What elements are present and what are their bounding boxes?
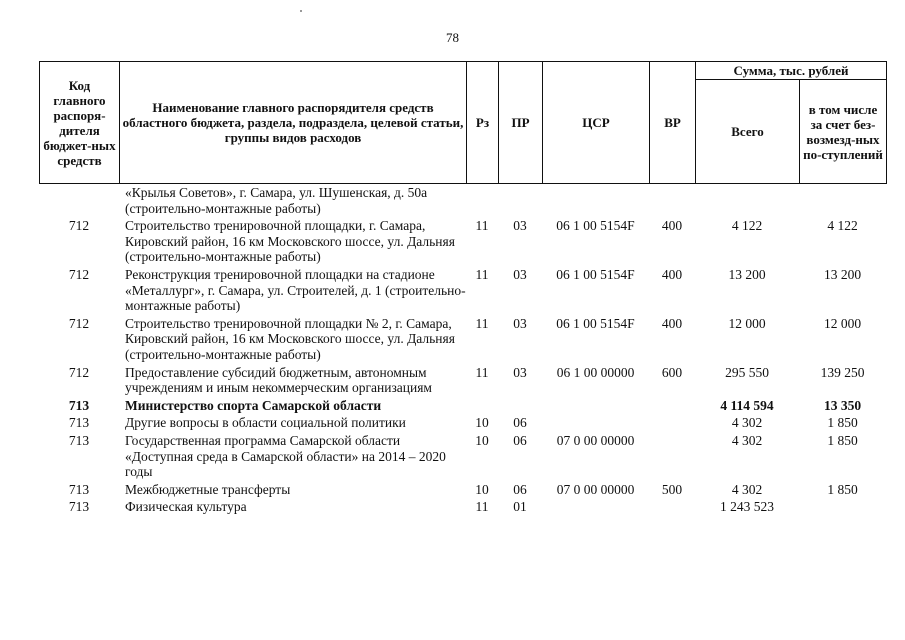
row-incl	[799, 185, 886, 216]
row-csr	[542, 398, 649, 414]
table-row	[39, 185, 886, 216]
table-row	[39, 218, 886, 265]
row-pr: 01	[513, 499, 527, 515]
row-total: 4 114 594	[720, 397, 774, 413]
row-rz: 11	[475, 218, 489, 234]
row-total: 4 122	[731, 218, 763, 234]
row-csr: 07 0 00 00000	[556, 432, 635, 448]
table-body	[39, 185, 886, 517]
row-pr: 03	[513, 266, 527, 282]
header-vr: ВР	[650, 62, 696, 184]
header-sum: Сумма, тыс. рублей	[696, 62, 887, 80]
header-total: Всего	[696, 80, 800, 184]
row-code: 712	[68, 218, 90, 234]
row-code: 713	[68, 415, 90, 431]
row-rz: 10	[475, 415, 489, 431]
row-rz: 11	[475, 364, 489, 380]
row-pr	[498, 398, 542, 414]
row-pr: 03	[513, 218, 527, 234]
header-code: Код главного распоря-дителя бюджет-ных средств	[40, 62, 120, 184]
page-number: 78	[446, 30, 459, 45]
row-pr: 06	[513, 432, 527, 448]
row-name: Строительство тренировочной площадки № 2, г. Самара, Кировский район, 16 км Московского шоссе, ул. Дальняя (строительно-монтажные работы)	[125, 315, 455, 362]
row-csr	[542, 415, 649, 431]
row-rz	[466, 185, 498, 216]
row-total: 4 302	[731, 432, 763, 448]
row-total: 295 550	[725, 364, 769, 380]
row-code: 712	[68, 266, 90, 282]
row-total: 4 302	[731, 481, 763, 497]
row-vr	[649, 398, 695, 414]
row-total: 1 243 523	[720, 499, 774, 515]
row-vr: 600	[661, 364, 683, 380]
row-name: Физическая культура	[125, 499, 247, 515]
row-pr: 06	[513, 415, 527, 431]
scan-speck	[300, 10, 302, 12]
row-code: 713	[68, 397, 90, 413]
row-csr: 06 1 00 5154F	[556, 266, 635, 282]
row-vr: 400	[661, 218, 683, 234]
row-name: Государственная программа Самарской области «Доступная среда в Самарской области» на 2014 – 2020 годы	[125, 432, 446, 480]
row-name: Министерство спорта Самарской области	[125, 397, 382, 413]
row-code: 713	[68, 481, 90, 497]
row-code: 713	[68, 499, 90, 515]
row-csr	[542, 499, 649, 515]
row-pr	[498, 185, 542, 216]
row-name: Межбюджетные трансферты	[125, 481, 291, 497]
row-total	[695, 185, 799, 216]
row-vr	[649, 415, 695, 431]
row-incl: 1 850	[827, 415, 858, 431]
table-row	[39, 398, 886, 414]
header-csr: ЦСР	[543, 62, 650, 184]
row-rz: 11	[475, 499, 489, 515]
row-name: Строительство тренировочной площадки, г. Самара, Кировский район, 16 км Московского шоссе, ул. Дальняя (строительно-монтажные работы)	[125, 218, 455, 265]
table-row	[39, 415, 886, 431]
row-rz: 11	[475, 315, 489, 331]
row-code	[39, 185, 119, 216]
row-total: 12 000	[728, 315, 766, 331]
row-csr: 06 1 00 00000	[556, 364, 635, 380]
header-pr: ПР	[499, 62, 543, 184]
header-name: Наименование главного распорядителя средств областного бюджета, раздела, подраздела, целевой статьи, группы видов расходов	[120, 62, 467, 184]
row-incl: 1 850	[827, 481, 858, 497]
row-incl: 13 350	[823, 397, 862, 413]
header-rz: Рз	[467, 62, 499, 184]
row-incl	[799, 499, 886, 515]
row-vr: 500	[661, 481, 683, 497]
row-incl: 4 122	[827, 218, 858, 234]
row-total: 13 200	[728, 266, 766, 282]
row-pr: 03	[513, 364, 527, 380]
row-code: 713	[68, 432, 90, 448]
row-vr	[649, 499, 695, 515]
row-name: Другие вопросы в области социальной политики	[125, 415, 406, 431]
table-row	[39, 365, 886, 396]
row-name: «Крылья Советов», г. Самара, ул. Шушенская, д. 50а (строительно-монтажные работы)	[125, 185, 428, 216]
row-total: 4 302	[731, 415, 763, 431]
row-code: 712	[68, 315, 90, 331]
table-row	[39, 433, 886, 480]
row-rz: 11	[475, 266, 489, 282]
row-vr: 400	[661, 266, 683, 282]
table-row	[39, 482, 886, 498]
table-header	[39, 61, 887, 184]
header-incl: в том числе за счет без-возмезд-ных по-ступлений	[800, 80, 887, 184]
row-rz	[466, 398, 498, 414]
row-vr	[649, 185, 695, 216]
table-row	[39, 499, 886, 515]
row-vr: 400	[661, 315, 683, 331]
row-name: Предоставление субсидий бюджетным, автономным учреждениям и иным некоммерческим организациям	[125, 364, 432, 396]
row-code: 712	[68, 364, 90, 380]
table-row	[39, 316, 886, 363]
row-csr: 06 1 00 5154F	[556, 218, 635, 234]
row-csr: 07 0 00 00000	[556, 481, 635, 497]
row-pr: 06	[513, 481, 527, 497]
row-rz: 10	[475, 481, 489, 497]
row-vr	[649, 433, 695, 480]
row-incl: 12 000	[823, 315, 862, 331]
row-pr: 03	[513, 315, 527, 331]
row-incl: 139 250	[820, 364, 865, 380]
row-csr: 06 1 00 5154F	[556, 315, 635, 331]
row-name: Реконструкция тренировочной площадки на стадионе «Металлург», г. Самара, ул. Строителей, д. 1 (строительно-монтажные работы)	[125, 266, 466, 314]
row-csr	[542, 185, 649, 216]
row-rz: 10	[475, 432, 489, 448]
row-incl: 1 850	[827, 432, 858, 448]
row-incl: 13 200	[823, 266, 862, 282]
table-row	[39, 267, 886, 314]
